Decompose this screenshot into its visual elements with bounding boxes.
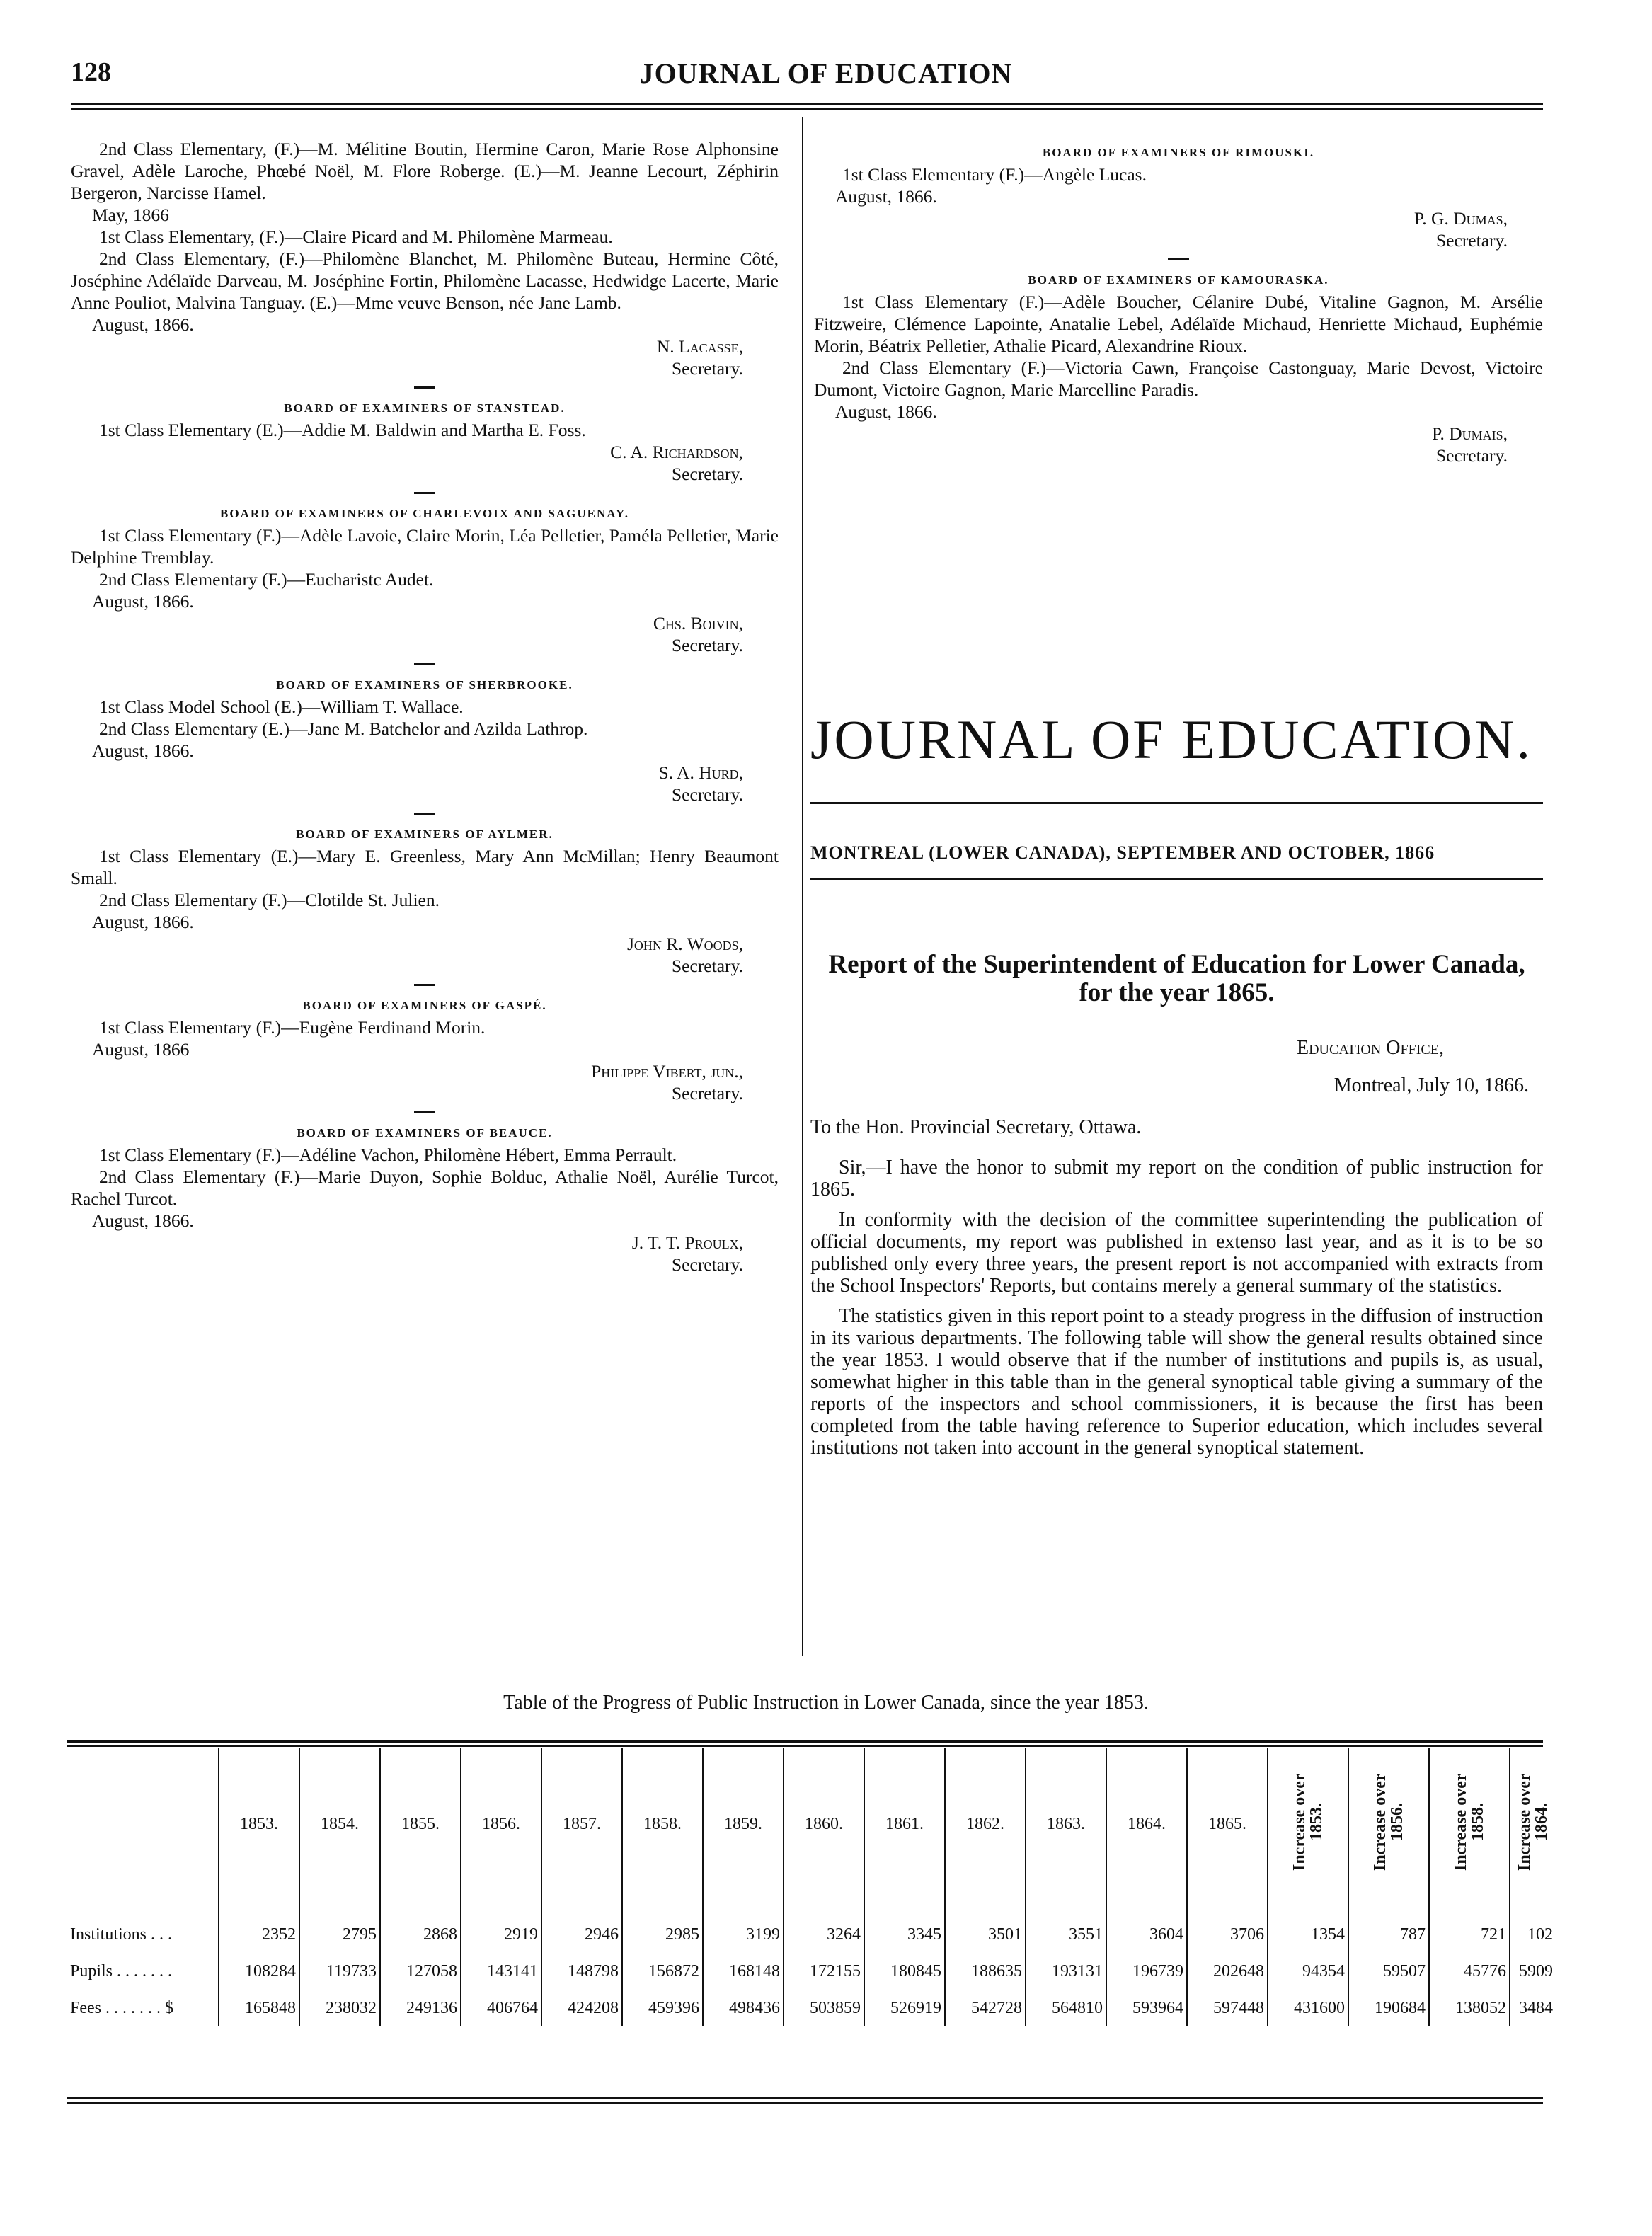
table-body	[67, 1900, 1556, 2026]
masthead: JOURNAL OF EDUCATION.	[810, 709, 1532, 770]
board-heading: BOARD OF EXAMINERS OF SHERBROOKE.	[276, 678, 573, 692]
increase-header-text: Increase over 1864.	[1515, 1773, 1551, 1871]
table-cell: 108284	[219, 1953, 299, 1990]
table-cell: 94354	[1268, 1953, 1348, 1990]
table-cell: 3604	[1106, 1900, 1187, 1953]
table-header-row	[67, 1748, 1556, 1900]
entry-text: 1st Class Elementary (F.)—Adèle Boucher, Célanire Dubé, Vitaline Gagnon, M. Arsélie Fitzweire, Clémence Lapointe, Anatalie Lebel, Adélaïde Michaud, Henriette Michaud, Euphémie Morin, Béatrix Pelletier, Athalie Picard, Alexandrine Rioux.	[814, 292, 1543, 356]
increase-header	[1268, 1748, 1348, 1900]
table-cell: 190684	[1348, 1990, 1429, 2026]
header-rule	[71, 103, 1543, 105]
entry-text: 1st Class Elementary (E.)—Mary E. Greenless, Mary Ann McMillan; Henry Beaumont Small.	[71, 846, 779, 888]
signature-title: Secretary.	[672, 464, 743, 484]
table-top-rule-thin	[67, 1745, 1543, 1747]
increase-header-text: Increase over 1858.	[1452, 1773, 1487, 1871]
entry-text: 2nd Class Elementary (F.)—Victoria Cawn, Françoise Castonguay, Marie Devost, Victoire Dumont, Victoire Gagnon, Marie Marcelline Paradis.	[814, 357, 1543, 400]
entry-text: 1st Class Elementary (F.)—Eugène Ferdinand Morin.	[99, 1017, 486, 1038]
date-line: August, 1866.	[92, 912, 194, 932]
board-heading: BOARD OF EXAMINERS OF STANSTEAD.	[284, 401, 566, 415]
year-header: 1861.	[864, 1748, 945, 1900]
table-caption: Table of the Progress of Public Instruction in Lower Canada, since the year 1853.	[503, 1692, 1149, 1714]
signature-name: C. A. Richardson,	[610, 442, 743, 462]
date-line: August, 1866.	[92, 1210, 194, 1231]
date-line: August, 1866.	[835, 401, 937, 422]
board-heading: BOARD OF EXAMINERS OF GASPÉ.	[302, 999, 547, 1012]
report-paragraph: The statistics given in this report point to a steady progress in the diffusion of instruction in its various departments. The following table will show the general results obtained since the year 1853. I would observe that if the number of institutions and pupils is, as usual, somewhat higher in this table than in the general synoptical table giving a summary of the reports of the inspectors and school commissioners, it is because the first has been completed from the table having reference to Superior education, which includes several institutions not taken into account in the general synoptical statement.	[810, 1305, 1543, 1459]
table-cell: 3706	[1187, 1900, 1268, 1953]
date-line: August, 1866.	[92, 740, 194, 761]
board-gaspe	[71, 994, 779, 1104]
increase-header	[1348, 1748, 1429, 1900]
board-stanstead	[71, 397, 779, 485]
signature-name: N. Lacasse,	[656, 336, 743, 357]
entry-text: 2nd Class Elementary, (F.)—M. Mélitine Boutin, Hermine Caron, Marie Rose Alphonsine Gravel, Adèle Laroche, Phœbé Noël, M. Flore Roberge. (E.)—M. Jeanne Lecourt, Zéphirin Bergeron, Narcisse Hamel.	[71, 139, 779, 203]
separator-dash	[414, 813, 435, 815]
year-header: 1863.	[1026, 1748, 1106, 1900]
office-line: Education Office,	[1296, 1037, 1444, 1059]
table-cell: 148798	[541, 1953, 622, 1990]
year-header: 1857.	[541, 1748, 622, 1900]
table-cell: 2919	[461, 1900, 541, 1953]
column-divider	[802, 117, 803, 1656]
report-paragraph: Sir,—I have the honor to submit my report on the condition of public instruction for 1865.	[810, 1157, 1543, 1200]
signature-name: Chs. Boivin,	[653, 613, 743, 633]
right-column	[814, 142, 1543, 466]
signature-name: Philippe Vibert, jun.,	[591, 1061, 743, 1082]
table-row	[67, 1900, 1556, 1953]
entry-text: 1st Class Elementary (F.)—Angèle Lucas.	[842, 164, 1147, 185]
date-line: May, 1866	[92, 205, 169, 225]
signature-title: Secretary.	[672, 358, 743, 379]
table-cell: 2868	[380, 1900, 461, 1953]
table-cell: 59507	[1348, 1953, 1429, 1990]
table-cell: 542728	[945, 1990, 1026, 2026]
table-cell: 3345	[864, 1900, 945, 1953]
table-cell: 2795	[299, 1900, 380, 1953]
entry-text: 2nd Class Elementary (F.)—Eucharistc Audet.	[99, 569, 434, 590]
table-cell: 196739	[1106, 1953, 1187, 1990]
year-header: 1862.	[945, 1748, 1026, 1900]
table-cell: 3551	[1026, 1900, 1106, 1953]
table-cell: 3199	[703, 1900, 784, 1953]
table-bottom-rule-thick	[67, 2102, 1543, 2104]
year-header: 1865.	[1187, 1748, 1268, 1900]
year-header: 1859.	[703, 1748, 784, 1900]
table-cell: 102	[1510, 1900, 1556, 1953]
table-cell: 138052	[1429, 1990, 1510, 2026]
board-kamouraska	[814, 269, 1543, 466]
signature-name: P. Dumais,	[1432, 423, 1508, 444]
table-cell: 2352	[219, 1900, 299, 1953]
report-paragraph: In conformity with the decision of the committee superintending the publication of official documents, my report was published in extenso last year, and as it is to be so published only every three years, the present report is not accompanied with extracts from the School Inspectors' Reports, but contains merely a general summary of the statistics.	[810, 1209, 1543, 1297]
signature-name: J. T. T. Proulx,	[631, 1232, 743, 1253]
report-body	[810, 1037, 1543, 1459]
entry-text: 1st Class Model School (E.)—William T. Wallace.	[99, 696, 464, 717]
table-cell: 498436	[703, 1990, 784, 2026]
table-cell: 193131	[1026, 1953, 1106, 1990]
signature-title: Secretary.	[1436, 230, 1508, 251]
year-header: 1858.	[622, 1748, 703, 1900]
table-cell: 172155	[784, 1953, 864, 1990]
separator-dash	[414, 663, 435, 665]
entry-text: 2nd Class Elementary (F.)—Clotilde St. Julien.	[99, 890, 440, 910]
year-header: 1856.	[461, 1748, 541, 1900]
table-cell: 564810	[1026, 1990, 1106, 2026]
table-cell: 1354	[1268, 1900, 1348, 1953]
table-cell: 249136	[380, 1990, 461, 2026]
date-line: August, 1866.	[92, 591, 194, 612]
table-cell: 2985	[622, 1900, 703, 1953]
board-rimouski	[814, 142, 1543, 251]
table-cell: 526919	[864, 1990, 945, 2026]
entry-text: 1st Class Elementary (E.)—Addie M. Baldwin and Martha E. Foss.	[99, 420, 586, 440]
signature-title: Secretary.	[672, 956, 743, 976]
year-header: 1855.	[380, 1748, 461, 1900]
year-header: 1864.	[1106, 1748, 1187, 1900]
year-header: 1853.	[219, 1748, 299, 1900]
table-bottom-rule	[67, 2097, 1543, 2099]
table-cell: 156872	[622, 1953, 703, 1990]
table-cell: 459396	[622, 1990, 703, 2026]
table-cell: 238032	[299, 1990, 380, 2026]
board-charlevoix	[71, 503, 779, 656]
left-column	[71, 138, 779, 1275]
table-cell: 5909	[1510, 1953, 1556, 1990]
table-cell: 127058	[380, 1953, 461, 1990]
separator-dash	[414, 386, 435, 389]
signature-title: Secretary.	[672, 784, 743, 805]
date-line: August, 1866	[92, 1039, 190, 1060]
row-label: Fees . . . . . . . $	[70, 1998, 173, 2017]
board-heading: BOARD OF EXAMINERS OF KAMOURASKA.	[1028, 273, 1329, 287]
signature-name: John R. Woods,	[626, 934, 743, 954]
date-line: August, 1866.	[92, 314, 194, 335]
increase-header-text: Increase over 1853.	[1290, 1773, 1326, 1871]
report-title: Report of the Superintendent of Education for Lower Canada, for the year 1865.	[828, 950, 1525, 1007]
board-heading: BOARD OF EXAMINERS OF RIMOUSKI.	[1042, 146, 1315, 159]
table-cell: 3484	[1510, 1990, 1556, 2026]
separator-dash	[1168, 258, 1189, 260]
table-cell: 168148	[703, 1953, 784, 1990]
table-cell: 2946	[541, 1900, 622, 1953]
table-cell: 721	[1429, 1900, 1510, 1953]
entry-text: 1st Class Elementary, (F.)—Claire Picard and M. Philomène Marmeau.	[99, 227, 613, 247]
table-cell: 3264	[784, 1900, 864, 1953]
table-cell: 202648	[1187, 1953, 1268, 1990]
running-title: JOURNAL OF EDUCATION	[639, 57, 1013, 89]
place-date: Montreal, July 10, 1866.	[1333, 1074, 1529, 1096]
table-row	[67, 1990, 1556, 2026]
dateline: MONTREAL (LOWER CANADA), SEPTEMBER AND OCTOBER, 1866	[810, 842, 1435, 863]
table-cell: 593964	[1106, 1990, 1187, 2026]
table-cell: 143141	[461, 1953, 541, 1990]
signature-title: Secretary.	[672, 1254, 743, 1275]
signature-title: Secretary.	[672, 635, 743, 655]
table-cell: 597448	[1187, 1990, 1268, 2026]
table-row	[67, 1953, 1556, 1990]
table-cell: 188635	[945, 1953, 1026, 1990]
progress-table	[67, 1748, 1556, 2026]
signature-name: S. A. Hurd,	[658, 762, 743, 783]
addressee: To the Hon. Provincial Secretary, Ottawa.	[810, 1116, 1142, 1138]
entry-text: 2nd Class Elementary (F.)—Marie Duyon, Sophie Bolduc, Athalie Noël, Aurélie Turcot, Rachel Turcot.	[71, 1166, 779, 1209]
separator-dash	[414, 1111, 435, 1113]
row-label: Institutions . . .	[70, 1925, 173, 1944]
table-top-rule	[67, 1740, 1543, 1743]
page-number: 128	[71, 57, 111, 87]
board-heading: BOARD OF EXAMINERS OF AYLMER.	[296, 827, 553, 841]
board-sherbrooke	[71, 674, 779, 805]
table-cell: 3501	[945, 1900, 1026, 1953]
increase-header	[1429, 1748, 1510, 1900]
dateline-rule	[810, 878, 1543, 880]
header-rule-thin	[71, 108, 1543, 110]
table-cell: 180845	[864, 1953, 945, 1990]
separator-dash	[414, 984, 435, 986]
entry-text: 2nd Class Elementary, (F.)—Philomène Blanchet, M. Philomène Buteau, Hermine Côté, Joséphine Adélaïde Darveau, M. Joséphine Fortin, Philomène Lacasse, Hedwidge Lacerte, Marie Anne Pouliot, Malvina Tanguay. (E.)—Mme veuve Benson, née Jane Lamb.	[71, 248, 779, 313]
table-corner	[67, 1748, 219, 1900]
signature-title: Secretary.	[672, 1083, 743, 1103]
table-cell: 45776	[1429, 1953, 1510, 1990]
table-cell: 431600	[1268, 1990, 1348, 2026]
table-cell: 406764	[461, 1990, 541, 2026]
year-header: 1854.	[299, 1748, 380, 1900]
increase-header	[1510, 1748, 1556, 1900]
board-beauce	[71, 1122, 779, 1275]
table-cell: 424208	[541, 1990, 622, 2026]
board-aylmer	[71, 823, 779, 977]
board-heading: BOARD OF EXAMINERS OF CHARLEVOIX AND SAGUENAY.	[220, 507, 629, 520]
increase-header-text: Increase over 1856.	[1371, 1773, 1406, 1871]
board-heading: BOARD OF EXAMINERS OF BEAUCE.	[297, 1126, 553, 1140]
row-label: Pupils . . . . . . .	[70, 1961, 173, 1980]
masthead-rule	[810, 802, 1543, 804]
date-line: August, 1866.	[835, 186, 937, 207]
entry-text: 1st Class Elementary (F.)—Adéline Vachon, Philomène Hébert, Emma Perrault.	[99, 1145, 677, 1165]
table-cell: 787	[1348, 1900, 1429, 1953]
table-cell: 503859	[784, 1990, 864, 2026]
table-cell: 119733	[299, 1953, 380, 1990]
entry-text: 2nd Class Elementary (E.)—Jane M. Batchelor and Azilda Lathrop.	[99, 718, 588, 739]
year-header: 1860.	[784, 1748, 864, 1900]
signature-title: Secretary.	[1436, 445, 1508, 466]
entry-text: 1st Class Elementary (F.)—Adèle Lavoie, Claire Morin, Léa Pelletier, Paméla Pelletier, Marie Delphine Tremblay.	[71, 525, 779, 568]
signature-name: P. G. Dumas,	[1413, 208, 1508, 229]
separator-dash	[414, 492, 435, 494]
table-cell: 165848	[219, 1990, 299, 2026]
